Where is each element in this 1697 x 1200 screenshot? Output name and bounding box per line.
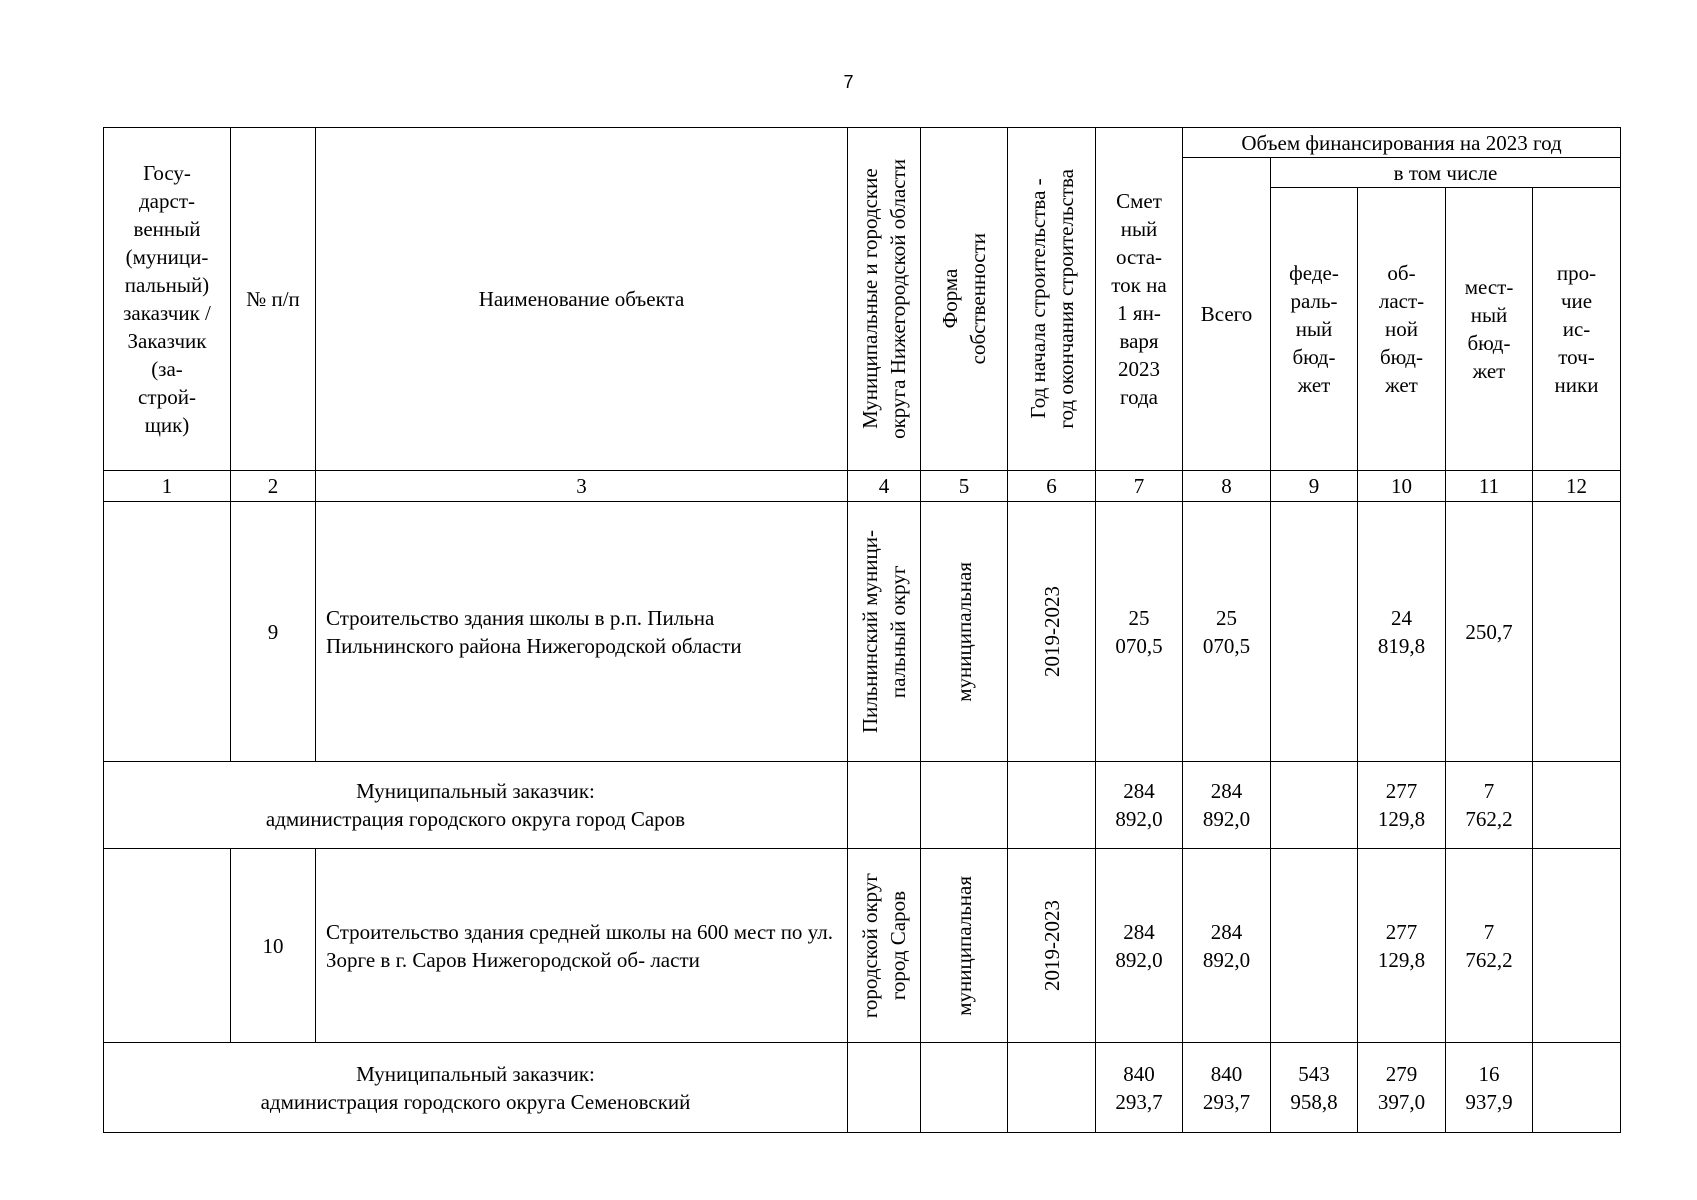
- regional-cell: 277 129,8: [1358, 849, 1446, 1043]
- remainder-cell: 284 892,0: [1096, 849, 1183, 1043]
- column-number: 6: [1008, 471, 1096, 502]
- header-row-number: № п/п: [231, 128, 316, 471]
- federal-cell: [1271, 762, 1358, 849]
- header-funding-title: Объем финансирования на 2023 год: [1183, 128, 1621, 158]
- total-cell: 840 293,7: [1183, 1043, 1271, 1133]
- other-cell: [1533, 762, 1621, 849]
- total-cell: 25 070,5: [1183, 502, 1271, 762]
- summary-label: Муниципальный заказчик: администрация городского округа город Саров: [104, 762, 848, 849]
- column-number: 2: [231, 471, 316, 502]
- total-cell: 284 892,0: [1183, 762, 1271, 849]
- local-cell: 16 937,9: [1446, 1043, 1533, 1133]
- table-row: [104, 502, 1621, 762]
- object-name: Строительство здания средней школы на 600 мест по ул. Зорге в г. Саров Нижегородской об- ласти: [316, 849, 848, 1043]
- local-cell: 250,7: [1446, 502, 1533, 762]
- district-cell: городской округ город Саров: [848, 849, 921, 1043]
- column-number: 8: [1183, 471, 1271, 502]
- district-cell: Пильнинский муници- пальный округ: [848, 502, 921, 762]
- years-cell: 2019-2023: [1008, 849, 1096, 1043]
- header-including: в том числе: [1271, 158, 1621, 188]
- header-other-sources: про- чие ис- точ- ники: [1533, 188, 1621, 471]
- table-row: [104, 849, 1621, 1043]
- federal-cell: 543 958,8: [1271, 1043, 1358, 1133]
- customer-cell: [104, 849, 231, 1043]
- column-number: 4: [848, 471, 921, 502]
- column-number: 3: [316, 471, 848, 502]
- page-number: 7: [843, 72, 854, 92]
- header-federal-budget: феде- раль- ный бюд- жет: [1271, 188, 1358, 471]
- federal-cell: [1271, 502, 1358, 762]
- construction-objects-table: [103, 127, 1621, 1133]
- customer-cell: [104, 502, 231, 762]
- regional-cell: 24 819,8: [1358, 502, 1446, 762]
- column-number: 10: [1358, 471, 1446, 502]
- header-regional-budget: об- ласт- ной бюд- жет: [1358, 188, 1446, 471]
- ownership-cell: муниципальная: [921, 502, 1008, 762]
- local-cell: 7 762,2: [1446, 849, 1533, 1043]
- other-cell: [1533, 1043, 1621, 1133]
- header-local-budget: мест- ный бюд- жет: [1446, 188, 1533, 471]
- other-cell: [1533, 502, 1621, 762]
- remainder-cell: 284 892,0: [1096, 762, 1183, 849]
- header-years: Год начала строительства - год окончания строительства: [1008, 128, 1096, 471]
- ownership-cell: муниципальная: [921, 849, 1008, 1043]
- summary-row: [104, 762, 1621, 849]
- row-number: 10: [231, 849, 316, 1043]
- column-number: 1: [104, 471, 231, 502]
- column-numbers-row: [104, 471, 1621, 502]
- column-number: 5: [921, 471, 1008, 502]
- other-cell: [1533, 849, 1621, 1043]
- column-number: 7: [1096, 471, 1183, 502]
- remainder-cell: 25 070,5: [1096, 502, 1183, 762]
- regional-cell: 277 129,8: [1358, 762, 1446, 849]
- header-estimated-remainder: Смет ный оста- ток на 1 ян- варя 2023 года: [1096, 128, 1183, 471]
- regional-cell: 279 397,0: [1358, 1043, 1446, 1133]
- column-number: 11: [1446, 471, 1533, 502]
- column-number: 9: [1271, 471, 1358, 502]
- years-cell: 2019-2023: [1008, 502, 1096, 762]
- header-object-name: Наименование объекта: [316, 128, 848, 471]
- federal-cell: [1271, 849, 1358, 1043]
- header-ownership: Форма собственности: [921, 128, 1008, 471]
- row-number: 9: [231, 502, 316, 762]
- header-district: Муниципальные и городские округа Нижегородской области: [848, 128, 921, 471]
- summary-row: [104, 1043, 1621, 1133]
- local-cell: 7 762,2: [1446, 762, 1533, 849]
- remainder-cell: 840 293,7: [1096, 1043, 1183, 1133]
- column-number: 12: [1533, 471, 1621, 502]
- header-total: Всего: [1183, 158, 1271, 471]
- total-cell: 284 892,0: [1183, 849, 1271, 1043]
- object-name: Строительство здания школы в р.п. Пильна Пильнинского района Нижегородской области: [316, 502, 848, 762]
- header-customer: Госу- дарст- венный (муници- пальный) заказчик / Заказчик (за- строй- щик): [104, 128, 231, 471]
- summary-label: Муниципальный заказчик: администрация городского округа Семеновский: [104, 1043, 848, 1133]
